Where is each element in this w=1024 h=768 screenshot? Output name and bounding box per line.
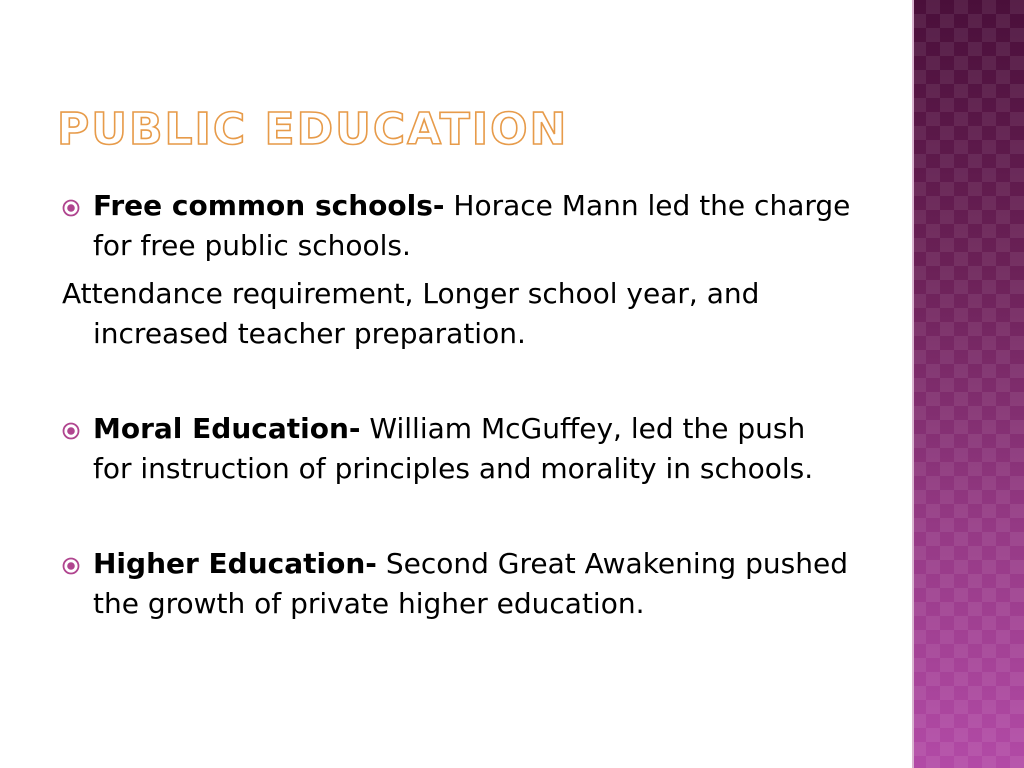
bullet-text: William McGuffey, led the push for instruction of principles and morality in schools. (93, 412, 814, 485)
bullet-heading: Free common schools- (93, 189, 445, 222)
bullet-heading: Moral Education- (93, 412, 361, 445)
paragraph-text: Attendance requirement, Longer school year, and increased teacher preparation. (62, 277, 760, 350)
spacer (62, 489, 852, 544)
circled-dot-icon (62, 422, 80, 440)
bullet-text: Horace Mann led the charge for free public schools. (93, 189, 851, 262)
bullet-text: Second Great Awakening pushed the growth of private higher education. (93, 547, 848, 620)
bullet-item-free-common-schools (62, 186, 852, 266)
bullet-heading: Higher Education- (93, 547, 377, 580)
bullet-item-moral-education (62, 409, 852, 489)
plain-paragraph (62, 274, 852, 354)
side-band-edge (912, 0, 914, 768)
spacer (62, 354, 852, 409)
circled-dot-icon (62, 199, 80, 217)
circled-dot-icon (62, 557, 80, 575)
slide-title: PUBLIC EDUCATION (57, 104, 569, 155)
spacer (62, 266, 852, 274)
slide-body (62, 186, 852, 624)
bullet-item-higher-education (62, 544, 852, 624)
decorative-side-band (912, 0, 1024, 768)
